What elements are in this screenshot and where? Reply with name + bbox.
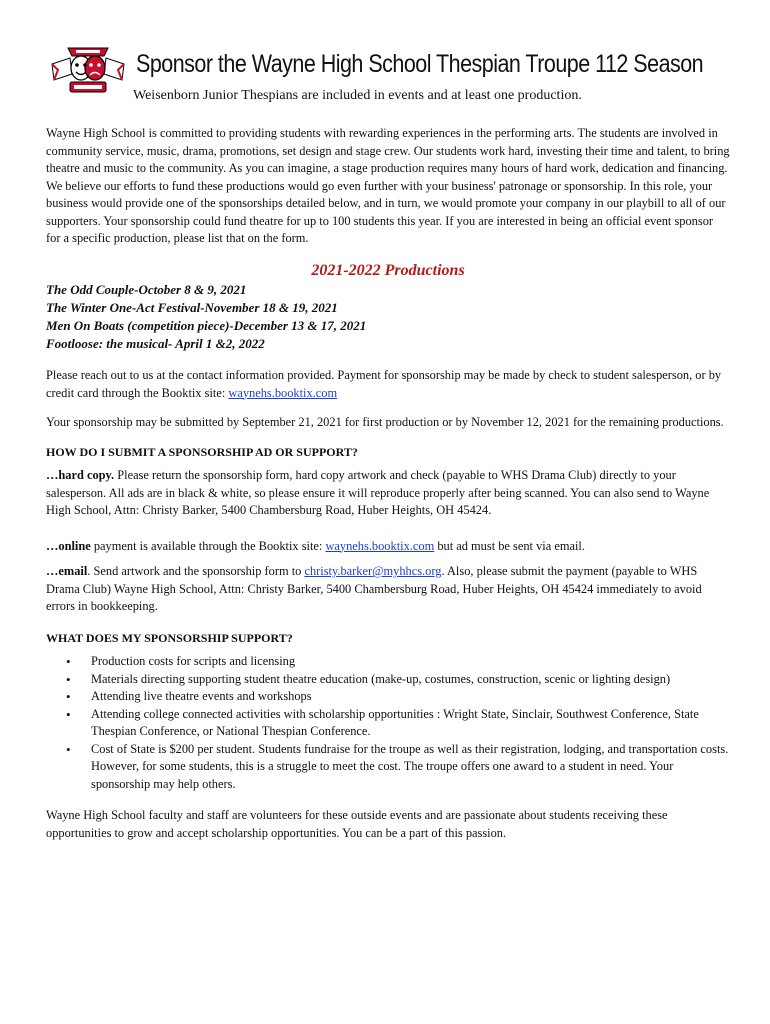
email-paragraph	[46, 563, 730, 616]
online-booktix-link[interactable]: waynehs.booktix.com	[325, 538, 435, 553]
page-subtitle: Weisenborn Junior Thespians are included in events and at least one production.	[133, 88, 582, 103]
list-item: • Attending college connected activities with scholarship opportunities : Wright State, Sinclair, Southwest Conference, State Thespian Conference, or National Thespian Conference.	[91, 706, 730, 741]
list-item: • Cost of State is $200 per student. Students fundraise for the troupe as well as their registration, lodging, and transportation costs. However, for some students, this is a struggle to meet the cost. The troupe offers one award to a student in need. Your sponsorship may help others.	[91, 741, 730, 794]
deadline-paragraph: Your sponsorship may be submitted by September 21, 2021 for first production or by November 12, 2021 for the remaining productions.	[46, 415, 724, 429]
document-body	[46, 125, 730, 854]
email-label: …email	[46, 564, 88, 578]
list-item: • Attending live theatre events and workshops	[91, 688, 730, 706]
contact-text: Please reach out to us at the contact information provided. Payment for sponsorship may be made by check to student salesperson, or by credit card through the Booktix site:	[46, 368, 722, 400]
closing-paragraph: Wayne High School faculty and staff are volunteers for these outside events and are passionate about students receiving these opportunities to grow and accept scholarship opportunities. You can be a part of this passion.	[46, 808, 668, 840]
online-text-end: but ad must be sent via email.	[434, 538, 585, 553]
email-text-end: . Also, please submit the payment (payable to WHS Drama Club) Wayne High School, Attn: Christy Barker, 5400 Chambersburg Road, Huber Heights, OH 45424 immediately to avoid errors in bookkeeping.	[46, 564, 702, 613]
hard-copy-paragraph	[46, 467, 730, 520]
productions-list	[46, 281, 730, 353]
online-paragraph	[46, 538, 730, 556]
hard-copy-label: …hard copy.	[46, 468, 115, 482]
email-link[interactable]: christy.barker@myhhcs.org	[304, 564, 442, 578]
production-item: Men On Boats (competition piece)-December 13 & 17, 2021	[46, 318, 367, 333]
online-label: …online	[46, 538, 91, 553]
productions-heading: 2021-2022 Productions	[311, 261, 465, 279]
list-item: • Materials directing supporting student theatre education (make-up, costumes, construction, scenic or lighting design)	[91, 671, 730, 689]
theatre-masks-logo-icon	[50, 44, 126, 96]
email-text: . Send artwork and the sponsorship form to	[87, 564, 305, 578]
production-item: The Odd Couple-October 8 & 9, 2021	[46, 282, 247, 297]
hard-copy-text: Please return the sponsorship form, hard copy artwork and check (payable to WHS Drama Club) directly to your salesperson. All ads are in black & white, so please ensure it will reproduce properly after being scanned. You can also send to Wayne High School, Attn: Christy Barker, 5400 Chambersburg Road, Huber Heights, OH 45424.	[46, 468, 710, 517]
support-heading: WHAT DOES MY SPONSORSHIP SUPPORT?	[46, 630, 293, 645]
production-item: Footloose: the musical- April 1 &2, 2022	[46, 336, 265, 351]
online-text: payment is available through the Booktix site:	[90, 538, 326, 553]
page-title: Sponsor the Wayne High School Thespian Troupe 112 Season	[136, 50, 704, 78]
contact-paragraph	[46, 367, 730, 402]
intro-paragraph: Wayne High School is committed to providing students with rewarding experiences in the performing arts. The students are involved in community service, music, drama, promotions, set design and stage crew. Our students work hard, investing their time and talent, to bring theatre and music to the community. As you can imagine, a stage production requires many hours of hard work, dedication and financing. We believe our efforts to fund these productions would go even further with your business' patronage or sponsorship. In this role, your business would provide one of the sponsorships detailed below, and in turn, we would promote your company in our playbill to all of our supporters. Your sponsorship could fund theatre for up to 100 students this year. If you are interested in being an official event sponsor for a specific production, please list that on the form.	[46, 126, 730, 245]
production-item: The Winter One-Act Festival-November 18 & 19, 2021	[46, 300, 338, 315]
submit-heading: HOW DO I SUBMIT A SPONSORSHIP AD OR SUPPORT?	[46, 444, 358, 459]
list-item: • Production costs for scripts and licensing	[91, 653, 730, 671]
support-list	[46, 653, 730, 793]
booktix-link[interactable]: waynehs.booktix.com	[228, 385, 338, 400]
